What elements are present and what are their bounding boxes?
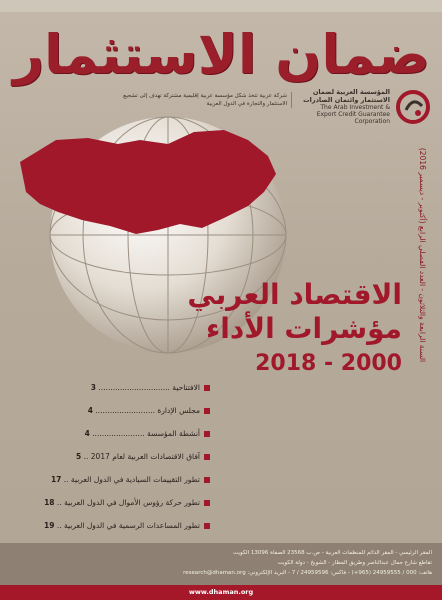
toc-label: الافتتاحية .............................. [98, 383, 200, 392]
bullet-icon [204, 454, 210, 460]
bullet-icon [204, 408, 210, 414]
toc-item [20, 380, 210, 396]
bullet-icon [204, 500, 210, 506]
toc-page: 3 [90, 383, 97, 392]
toc-label: أنشطة المؤسسة ...................... [92, 429, 200, 438]
footer-address: المقر الرئيسي - المقر الدائم للمنظمات العربية - ص.ب 23568 الصفاة 13096 الكويت [233, 550, 432, 556]
footer-contact [0, 543, 442, 585]
toc-page: 19 [44, 521, 55, 530]
toc-label: تطور حركة رؤوس الأموال في الدول العربية .. [56, 498, 200, 507]
toc-item [20, 472, 210, 488]
organization-name-en: The Arab Investment & Export Credit Guarantee Corporation [316, 104, 390, 125]
issue-info: السنة الرابعة والثلاثون - العدد الفصلي الرابع (أكتوبر - ديسمبر 2016) [418, 147, 427, 363]
toc-page: 17 [50, 475, 62, 484]
toc-page: 4 [87, 406, 93, 415]
bullet-icon [204, 431, 210, 437]
toc-item [20, 403, 210, 419]
toc-label: تطور التقييمات السيادية في الدول العربية .. [63, 475, 200, 484]
magazine-title: ضمان الاستثمار [12, 23, 430, 86]
toc-item [20, 495, 210, 511]
bullet-icon [204, 385, 210, 391]
headline-line1: الاقتصاد العربي [187, 278, 402, 311]
website-link[interactable]: www.dhaman.org [0, 585, 442, 600]
footer-phone-email: هاتف: 000 / 24959555 (965+) - فاكس: 24959596 / 7 - البريد الإلكتروني: research@dhaman.org [183, 570, 432, 576]
headline-years: 2018 - 2000 [255, 351, 402, 376]
toc-item [20, 449, 210, 465]
toc-item [20, 426, 210, 442]
toc-page: 5 [76, 452, 82, 461]
toc-label: تطور المساعدات الرسمية في الدول العربية .. [56, 521, 200, 530]
bullet-icon [204, 523, 210, 529]
bullet-icon [204, 477, 210, 483]
toc-page: 4 [84, 429, 90, 438]
headline-line2: مؤشرات الأداء [205, 312, 402, 345]
organization-description: شركة عربية تتخذ شكل مؤسسة عربية إقليمية مشتركة تهدف إلى تشجيع الاستثمار والتجارة في الدول العربية [102, 92, 292, 108]
footer-street: تقاطع شارع جمال عبدالناصر وطريق المطار - الشويخ - دولة الكويت [277, 560, 432, 566]
toc-page: 18 [44, 498, 55, 507]
toc-item [20, 518, 210, 534]
organization-logo-icon [396, 90, 430, 124]
toc-label: مجلس الإدارة ......................... [95, 406, 200, 415]
organization-name-ar: المؤسسة العربية لضمان الاستثمار وائتمان الصادرات [303, 88, 390, 104]
toc-label: آفاق الاقتصادات العربية لعام 2017 .. [83, 452, 200, 461]
